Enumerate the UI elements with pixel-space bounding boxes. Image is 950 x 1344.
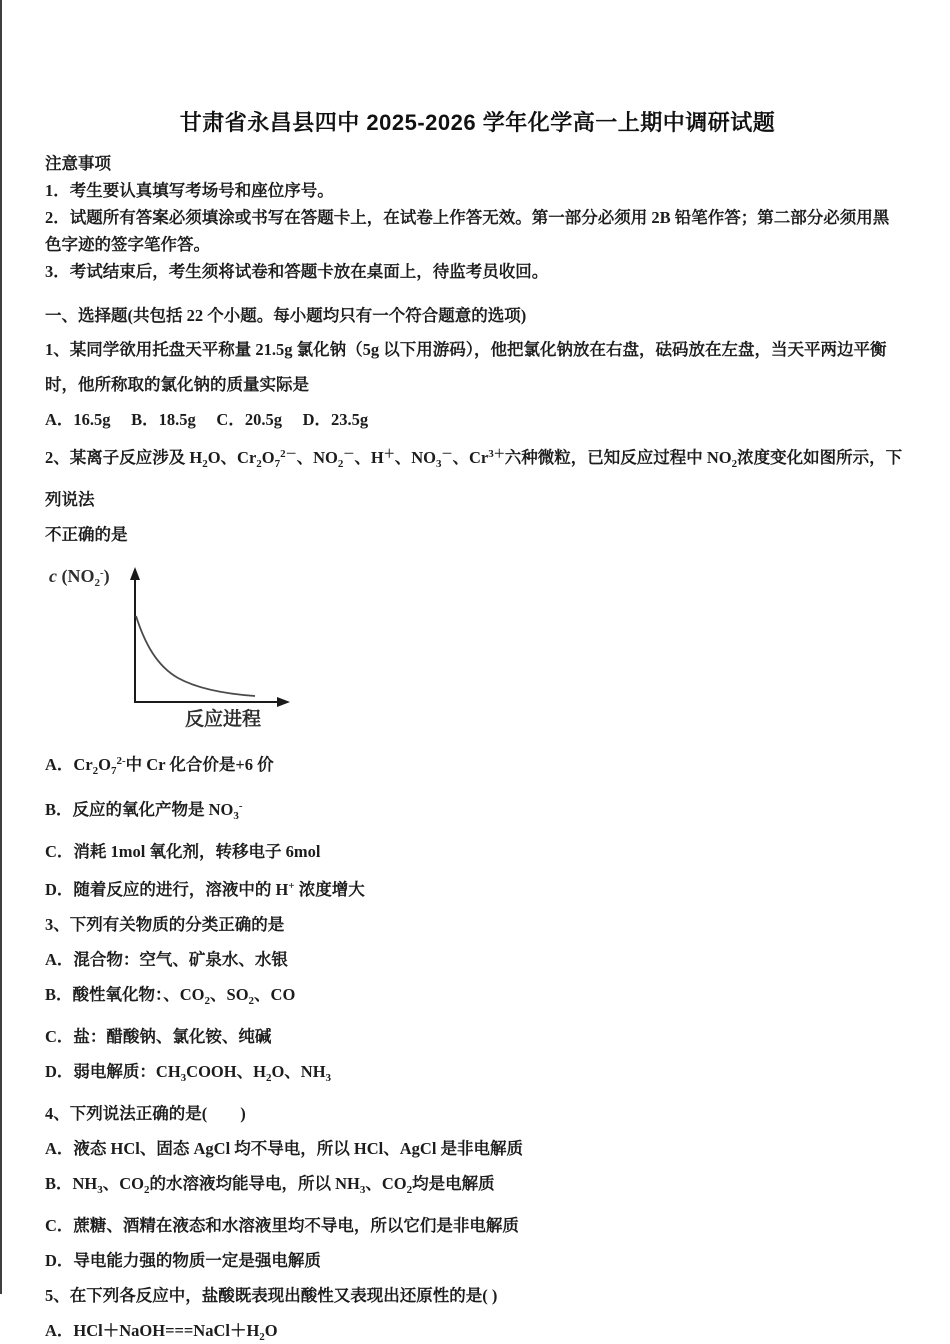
q3-option-a: A．混合物：空气、矿泉水、水银 [45, 950, 288, 969]
concentration-decay-curve [136, 616, 255, 696]
q2-stem-line2: 不正确的是 [45, 525, 128, 544]
q2-option-a: A．$Cr_2O_7^{2-}$中 Cr 化合价是+6 价 [45, 755, 274, 777]
notice-item-1: 1．考生要认真填写考场号和座位序号。 [45, 181, 334, 200]
q3-option-c: C．盐：醋酸钠、氯化铵、纯碱 [45, 1027, 272, 1046]
q4-option-d: D．导电能力强的物质一定是强电解质 [45, 1251, 321, 1270]
q4-option-c: C．蔗糖、酒精在液态和水溶液里均不导电，所以它们是非电解质 [45, 1216, 519, 1235]
q3-option-b: B．酸性氧化物：、$CO_2$、$SO_2$、CO [45, 985, 296, 1007]
q4-option-b: B．$NH_3$、$CO_2$的水溶液均能导电，所以 $NH_3$、$CO_2$均是电解质 [45, 1174, 495, 1196]
left-edge-scan-artifact [0, 0, 2, 1294]
x-axis-arrow-icon [277, 697, 290, 707]
q1-stem-line2: 时，他所称取的氯化钠的质量实际是 [45, 375, 309, 394]
q4-option-a: A．液态 HCl、固态 AgCl 均不导电，所以 HCl、AgCl 是非电解质 [45, 1139, 524, 1158]
q1-options: A．16.5g B．18.5g C．20.5g D．23.5g [45, 410, 369, 429]
q2-option-b: B．反应的氧化产物是 $NO_3^-$ [45, 800, 243, 822]
notice-section [45, 150, 910, 285]
document-content [45, 108, 910, 1344]
q3-stem: 3、下列有关物质的分类正确的是 [45, 915, 285, 934]
section-heading: 一、选择题(共包括 22 个小题。每小题均只有一个符合题意的选项) [45, 306, 527, 325]
notice-item-2-line1: 2．试题所有答案必须填涂或书写在答题卡上，在试卷上作答无效。第一部分必须用 2B 铅笔作答；第二部分必须用黑 [45, 208, 890, 227]
q5-stem: 5、在下列各反应中，盐酸既表现出酸性又表现出还原性的是( ) [45, 1286, 498, 1305]
q2-concentration-figure [45, 564, 315, 734]
figure-y-axis-label: c $(NO_2^-)$ [49, 566, 110, 589]
q5-option-a: A．$HCl+NaOH===NaCl+H_2O$ [45, 1321, 278, 1343]
page-title: 甘肃省永昌县四中 2025-2026 学年化学高一上期中调研试题 [179, 110, 776, 135]
q2-option-c: C．消耗 1mol 氧化剂，转移电子 6mol [45, 842, 321, 861]
question-5 [45, 1278, 910, 1344]
question-1 [45, 332, 910, 437]
notice-item-2-line2: 色字迹的签字笔作答。 [45, 235, 210, 254]
concentration-chart [45, 564, 315, 734]
q4-stem: 4、下列说法正确的是( ) [45, 1104, 246, 1123]
q3-option-d: D．弱电解质：$CH_3COOH$、$H_2O$、$NH_3$ [45, 1062, 332, 1084]
figure-x-axis-label: 反应进程 [185, 709, 262, 730]
q1-stem-line1: 1、某同学欲用托盘天平称量 21.5g 氯化钠（5g 以下用游码），他把氯化钠放在右盘，砝码放在左盘，当天平两边平衡 [45, 340, 887, 359]
question-2 [45, 437, 910, 907]
notice-heading: 注意事项 [45, 154, 111, 173]
q2-option-d: D．随着反应的进行，溶液中的 H+ 浓度增大 [45, 880, 365, 899]
q2-stem-line1: 2、某离子反应涉及 $H_2O$、$Cr_2O_7^{2-}$、$NO_2^-$、H＋、$NO_3^-$、$Cr^{3+}$六种微粒，已知反应过程中 $NO_2$浓度变化如图所示，下列说法 [45, 448, 903, 509]
notice-item-3: 3．考试结束后，考生须将试卷和答题卡放在桌面上，待监考员收回。 [45, 262, 549, 281]
questions-list [45, 332, 910, 1344]
question-4 [45, 1096, 910, 1278]
y-axis-arrow-icon [130, 567, 140, 580]
question-3 [45, 907, 910, 1096]
